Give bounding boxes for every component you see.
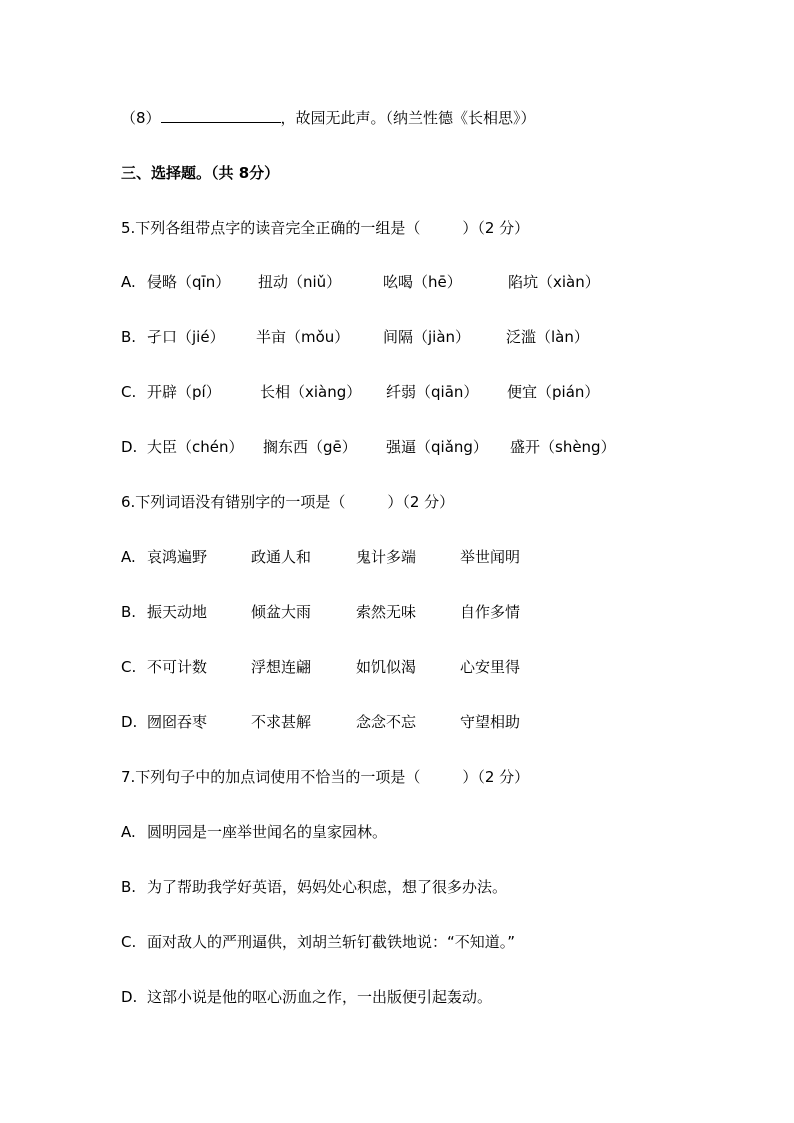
option-item: 纤弱（qiān） (386, 383, 479, 401)
option-item: 不可计数 (147, 658, 208, 676)
option-label: B. (121, 603, 137, 621)
section-title: 三、选择题。（共 8分） (121, 164, 280, 182)
option-item: 吆喝（hē） (383, 273, 462, 291)
option-item: 如饥似渴 (356, 658, 417, 676)
option-label: B. (121, 878, 137, 896)
option-item: 念念不忘 (356, 713, 417, 731)
option-label: D. (121, 988, 138, 1006)
option-item: 开辟（pí） (147, 383, 221, 401)
option-item: 守望相助 (460, 713, 521, 731)
option-label: A. (121, 273, 136, 291)
option-text: 圆明园是一座举世闻名的皇家园林。 (147, 823, 388, 841)
option-item: 政通人和 (251, 548, 312, 566)
option-item: 孑口（jié） (147, 328, 225, 346)
option-item: 鬼计多端 (356, 548, 417, 566)
option-item: 大臣（chén） (147, 438, 244, 456)
fill-item-suffix: ，故园无此声。（纳兰性德《长相思》） (280, 109, 536, 127)
question-6-stem (121, 492, 454, 512)
option-text: 为了帮助我学好英语，妈妈处心积虑，想了很多办法。 (147, 878, 508, 896)
question-score: ）（2 分） (462, 768, 530, 786)
answer-blank[interactable] (161, 108, 281, 123)
option-item: 便宜（pián） (507, 383, 600, 401)
question-7-stem (121, 767, 529, 787)
option-item: 侵略（qīn） (147, 273, 231, 291)
option-item: 盛开（shèng） (510, 438, 616, 456)
option-label: C. (121, 658, 137, 676)
option-label: C. (121, 383, 137, 401)
option-label: C. (121, 933, 137, 951)
question-stem-text: 7.下列句子中的加点词使用不恰当的一项是（ (121, 768, 421, 786)
option-text: 这部小说是他的呕心沥血之作，一出版便引起轰动。 (147, 988, 493, 1006)
question-score: ）（2 分） (387, 493, 455, 511)
option-item: 囫囵吞枣 (147, 713, 208, 731)
option-item: 哀鸿遍野 (147, 548, 208, 566)
option-item: 强逼（qiǎng） (386, 438, 488, 456)
option-label: A. (121, 823, 136, 841)
option-item: 心安里得 (460, 658, 521, 676)
question-stem-text: 5.下列各组带点字的读音完全正确的一组是（ (121, 219, 421, 237)
fill-item-number: （8） (121, 109, 161, 127)
option-item: 不求甚解 (251, 713, 312, 731)
option-label: D. (121, 438, 138, 456)
option-item: 搁东西（gē） (263, 438, 357, 456)
question-stem-text: 6.下列词语没有错别字的一项是（ (121, 493, 346, 511)
option-item: 举世闻明 (460, 548, 521, 566)
option-item: 长相（xiàng） (260, 383, 362, 401)
option-text: 面对敌人的严刑逼供，刘胡兰斩钉截铁地说：“不知道。” (147, 933, 516, 951)
option-label: D. (121, 713, 138, 731)
option-item: 自作多情 (460, 603, 521, 621)
option-item: 索然无味 (356, 603, 417, 621)
option-item: 浮想连翩 (251, 658, 312, 676)
fill-item-8 (121, 108, 536, 128)
option-label: A. (121, 548, 136, 566)
option-item: 陷坑（xiàn） (508, 273, 600, 291)
option-item: 半亩（mǒu） (256, 328, 350, 346)
option-item: 振天动地 (147, 603, 208, 621)
question-score: ）（2 分） (462, 219, 530, 237)
option-item: 泛滥（làn） (506, 328, 589, 346)
option-item: 间隔（jiàn） (383, 328, 471, 346)
question-5-stem (121, 218, 529, 238)
option-label: B. (121, 328, 137, 346)
option-item: 扭动（niǔ） (258, 273, 342, 291)
option-item: 倾盆大雨 (251, 603, 312, 621)
